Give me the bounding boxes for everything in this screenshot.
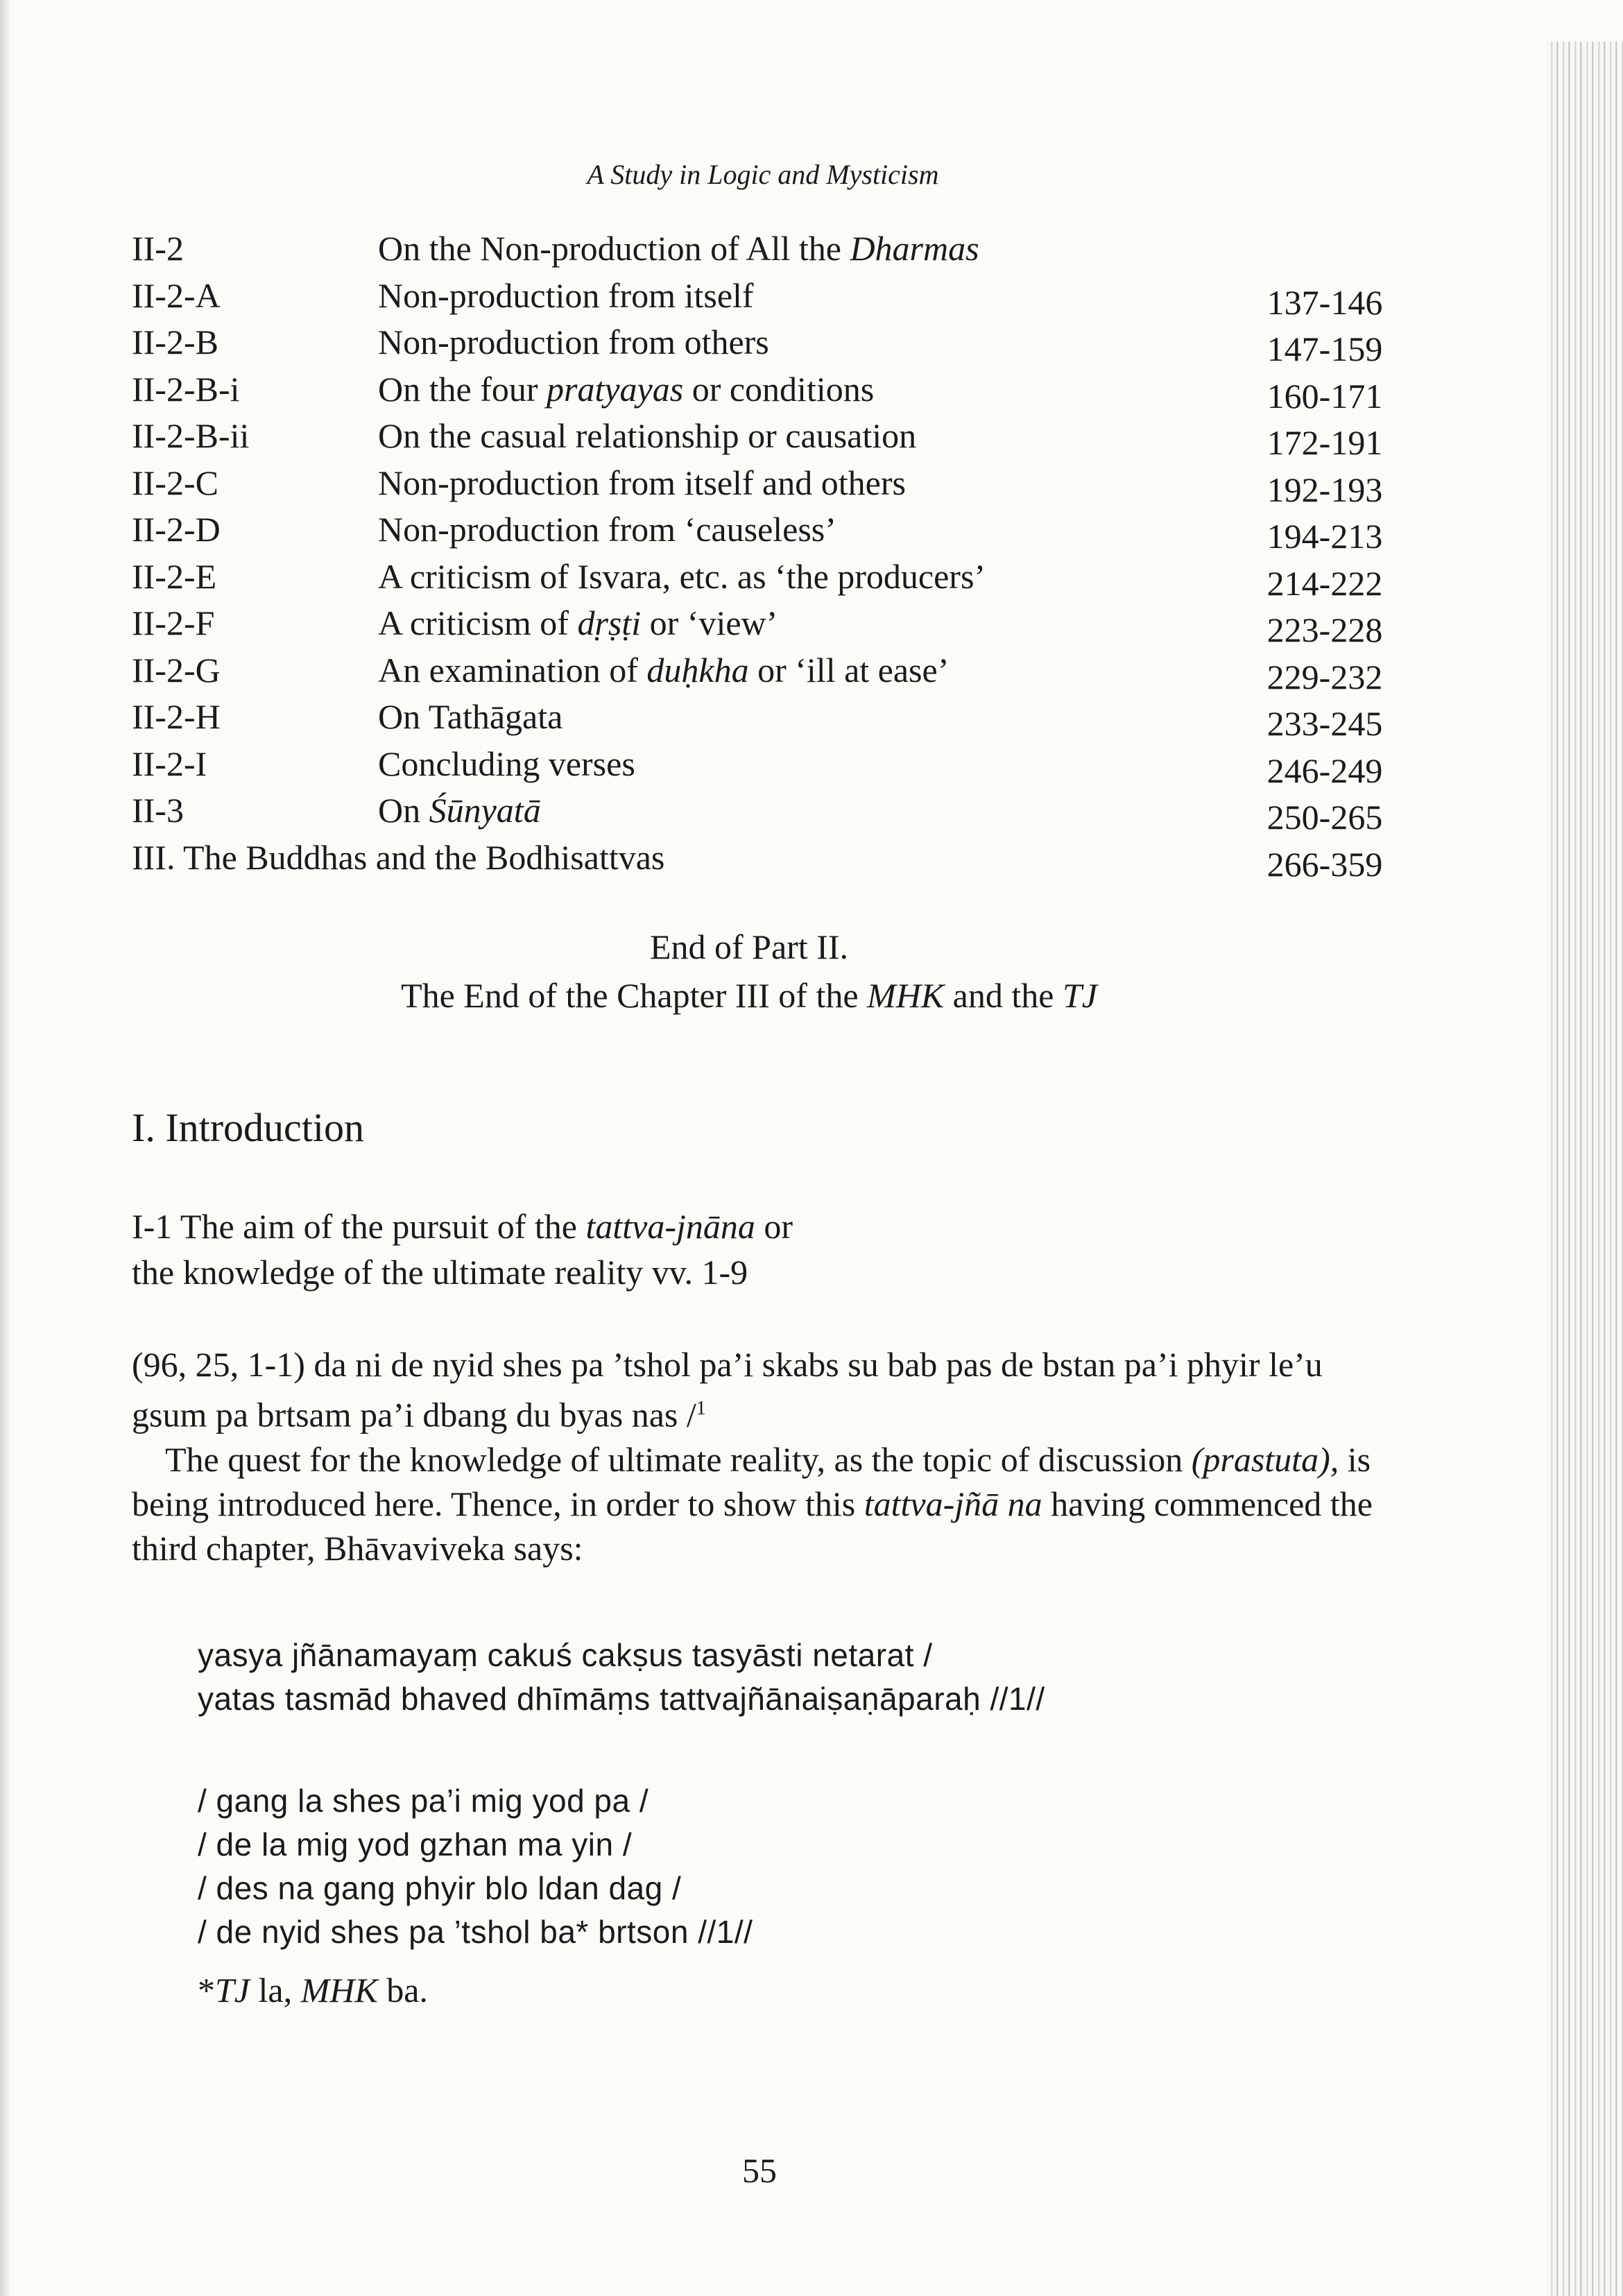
toc-row bbox=[132, 225, 1415, 273]
verse-line: yasya jñānamayaṃ cakuś cakṣus tasyāsti netarat / bbox=[198, 1637, 933, 1673]
toc-title: On the casual relationship or causation bbox=[378, 416, 917, 455]
toc-row bbox=[132, 273, 1415, 320]
toc-code: II-2-B bbox=[132, 323, 218, 361]
toc-pages: 233-245 bbox=[1266, 704, 1383, 743]
page-right-edge-stack bbox=[1547, 42, 1623, 2296]
subsection-line: the knowledge of the ultimate reality vv. 1-9 bbox=[132, 1253, 748, 1292]
running-head: A Study in Logic and Mysticism bbox=[587, 159, 939, 190]
toc-code: II-2-C bbox=[132, 463, 218, 502]
verse-line: yatas tasmād bhaved dhīmāṃs tattvajñānaiṣaṇāparaḥ //1// bbox=[198, 1681, 1045, 1717]
toc-row bbox=[132, 366, 1415, 413]
toc-pages: 172-191 bbox=[1266, 423, 1383, 462]
verse-line: / de la mig yod gzhan ma yin / bbox=[198, 1826, 633, 1862]
body-text bbox=[132, 1342, 1391, 1570]
toc-code: II-2-H bbox=[132, 697, 221, 736]
toc-title: Non-production from itself and others bbox=[378, 463, 906, 502]
toc-title: Non-production from ‘causeless’ bbox=[378, 510, 836, 549]
toc-pages: 214-222 bbox=[1266, 563, 1383, 603]
toc-pages: 147-159 bbox=[1266, 329, 1383, 368]
footnote-marker: 1 bbox=[696, 1398, 706, 1419]
page-left-edge-shadow bbox=[0, 0, 10, 2296]
toc-title: On the four pratyayas or conditions bbox=[378, 369, 875, 409]
end-chapter-line: The End of the Chapter III of the MHK and the TJ bbox=[401, 976, 1097, 1015]
toc-code: II-2-E bbox=[132, 556, 217, 596]
toc-code: II-2-F bbox=[132, 603, 215, 642]
toc-row bbox=[132, 647, 1415, 694]
verse-line: / de nyid shes pa ’tshol ba* brtson //1// bbox=[198, 1914, 753, 1950]
toc-pages: 160-171 bbox=[1266, 376, 1383, 415]
toc-title: On Śūnyatā bbox=[378, 791, 541, 830]
subsection-line: I-1 The aim of the pursuit of the tattva-jnāna or bbox=[132, 1207, 793, 1246]
sanskrit-verse bbox=[198, 1634, 1045, 1721]
toc-row bbox=[132, 413, 1415, 460]
toc-pages: 229-232 bbox=[1266, 657, 1383, 696]
toc-row bbox=[132, 506, 1415, 554]
toc-title: III. The Buddhas and the Bodhisattvas bbox=[132, 837, 665, 877]
toc-row-part-iii bbox=[132, 834, 1415, 882]
toc-code: II-2-B-i bbox=[132, 369, 240, 409]
page-number: 55 bbox=[742, 2151, 777, 2190]
subsection-heading bbox=[132, 1203, 793, 1295]
toc-title: A criticism of Isvara, etc. as ‘the producers’ bbox=[378, 556, 986, 596]
toc-title: Concluding verses bbox=[378, 744, 635, 783]
toc-row bbox=[132, 694, 1415, 741]
tibetan-reference: (96, 25, 1-1) da ni de nyid shes pa ’tshol pa’i skabs su bab pas de bstan pa’i phyir le’u gsum pa brtsam pa’i dbang du byas nas /$^1$ bbox=[132, 1345, 1323, 1434]
toc-pages: 246-249 bbox=[1266, 751, 1383, 790]
end-of-part-notice bbox=[0, 923, 1498, 1020]
toc-pages: 223-228 bbox=[1266, 610, 1383, 649]
toc-pages: 192-193 bbox=[1266, 470, 1383, 509]
tibetan-verse bbox=[198, 1779, 753, 1954]
toc-row bbox=[132, 741, 1415, 788]
end-part-line: End of Part II. bbox=[649, 927, 849, 966]
toc-pages: 266-359 bbox=[1266, 844, 1383, 884]
toc-row bbox=[132, 600, 1415, 647]
toc-pages: 194-213 bbox=[1266, 517, 1383, 556]
toc-title: On the Non-production of All the Dharmas bbox=[378, 229, 979, 268]
toc-code: II-2 bbox=[132, 229, 184, 268]
variant-note: *TJ la, MHK ba. bbox=[198, 1971, 428, 2010]
toc-title: On Tathāgata bbox=[378, 697, 563, 736]
toc-row bbox=[132, 460, 1415, 507]
table-of-contents bbox=[132, 225, 1415, 884]
toc-pages: 137-146 bbox=[1266, 282, 1383, 322]
toc-title: Non-production from others bbox=[378, 323, 769, 361]
verse-line: / gang la shes pa’i mig yod pa / bbox=[198, 1783, 649, 1819]
toc-row bbox=[132, 787, 1415, 837]
toc-row bbox=[132, 554, 1415, 601]
toc-code: II-2-B-ii bbox=[132, 416, 250, 455]
verse-line: / des na gang phyir blo ldan dag / bbox=[198, 1870, 682, 1906]
toc-pages: 250-265 bbox=[1266, 798, 1383, 837]
toc-code: II-2-D bbox=[132, 510, 221, 549]
toc-code: II-2-G bbox=[132, 650, 221, 689]
toc-code: II-2-A bbox=[132, 275, 221, 315]
toc-row bbox=[132, 319, 1415, 366]
toc-title: A criticism of dṛṣṭi or ‘view’ bbox=[378, 603, 778, 642]
section-heading: I. Introduction bbox=[132, 1105, 365, 1150]
body-paragraph: The quest for the knowledge of ultimate reality, as the topic of discussion (prastuta), is being introduced here. Thence, in order to show this tattva-jñā na having commenced the third chapter, Bhāvaviveka says: bbox=[132, 1439, 1373, 1568]
toc-title: An examination of duḥkha or ‘ill at ease’ bbox=[378, 650, 950, 689]
toc-title: Non-production from itself bbox=[378, 275, 754, 315]
toc-code: II-2-I bbox=[132, 744, 207, 783]
toc-code: II-3 bbox=[132, 791, 184, 830]
